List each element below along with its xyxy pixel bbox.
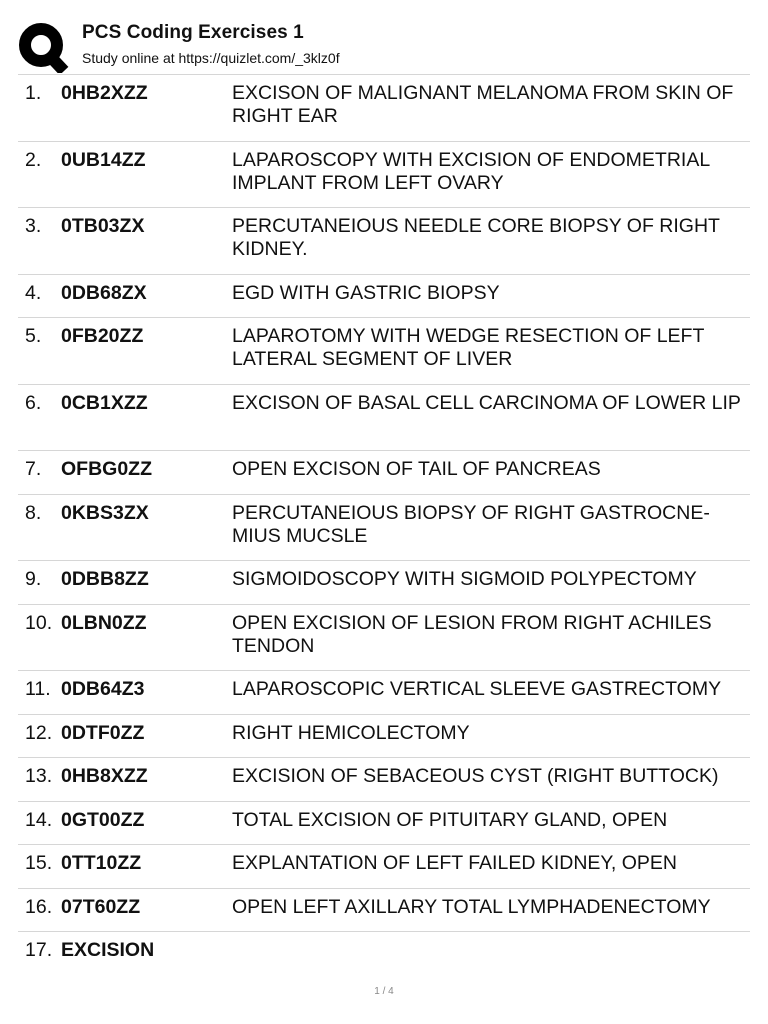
item-number: 17.	[25, 939, 53, 961]
procedure-code: 0DTF0ZZ	[61, 721, 145, 744]
procedure-description: EXCISON OF BASAL CELL CARCINOMA OF LOWER LIP	[232, 391, 741, 414]
list-item	[18, 671, 750, 715]
procedure-code: 0DB68ZX	[61, 281, 147, 304]
list-item	[18, 932, 750, 976]
procedure-description: OPEN EXCISON OF TAIL OF PANCREAS	[232, 458, 601, 480]
item-number: 1.	[25, 82, 42, 104]
procedure-code: 07T60ZZ	[61, 895, 141, 918]
list-item	[18, 385, 750, 452]
list-item	[18, 561, 750, 605]
list-item	[18, 451, 750, 495]
procedure-code: 0UB14ZZ	[61, 148, 146, 171]
item-number: 14.	[25, 808, 53, 831]
procedure-description: EGD WITH GASTRIC BIOPSY	[232, 281, 500, 304]
list-item	[18, 208, 750, 275]
page-header	[0, 0, 768, 74]
procedure-code: 0FB20ZZ	[61, 325, 144, 347]
item-number: 2.	[25, 148, 42, 171]
list-item	[18, 845, 750, 889]
procedure-code: 0HB8XZZ	[61, 765, 148, 787]
procedure-description: PERCUTANEIOUS NEEDLE CORE BIOPSY OF RIGHT KIDNEY.	[232, 215, 720, 260]
list-item	[18, 495, 750, 562]
procedure-description: EXCISION OF SEBACEOUS CYST (RIGHT BUTTOCK)	[232, 765, 719, 787]
item-number: 16.	[25, 895, 53, 918]
page-indicator: 1 / 4	[374, 986, 394, 997]
list-item	[18, 318, 750, 385]
list-item	[18, 889, 750, 933]
item-number: 11.	[25, 678, 51, 700]
procedure-description: LAPAROSCOPY WITH EXCISION OF ENDOMETRIAL IMPLANT FROM LEFT OVARY	[232, 148, 710, 194]
quizlet-q-logo-icon	[18, 21, 70, 73]
procedure-code: 0KBS3ZX	[61, 501, 149, 524]
procedure-code: 0DB64Z3	[61, 678, 145, 700]
procedure-code: 0HB2XZZ	[61, 82, 148, 104]
procedure-description: RIGHT HEMICOLECTOMY	[232, 721, 470, 744]
item-number: 4.	[25, 281, 42, 304]
item-number: 13.	[25, 765, 53, 787]
term-list	[18, 74, 750, 976]
procedure-code: 0TB03ZX	[61, 215, 145, 237]
item-number: 3.	[25, 215, 42, 237]
list-item	[18, 142, 750, 209]
item-number: 6.	[25, 391, 42, 414]
procedure-code: EXCISION	[61, 939, 155, 961]
procedure-description: LAPAROTOMY WITH WEDGE RESECTION OF LEFT LATERAL SEGMENT OF LIVER	[232, 325, 705, 370]
item-number: 8.	[25, 501, 42, 524]
procedure-description: PERCUTANEIOUS BIOPSY OF RIGHT GASTROCNE- MIUS MUCSLE	[232, 501, 710, 547]
item-number: 12.	[25, 721, 53, 744]
item-number: 7.	[25, 458, 42, 480]
item-number: 9.	[25, 568, 42, 590]
procedure-description: SIGMOIDOSCOPY WITH SIGMOID POLYPECTOMY	[232, 568, 697, 590]
list-item	[18, 715, 750, 759]
procedure-code: 0DBB8ZZ	[61, 568, 149, 590]
list-item	[18, 75, 750, 142]
procedure-description: EXPLANTATION OF LEFT FAILED KIDNEY, OPEN	[232, 852, 678, 874]
procedure-description: OPEN LEFT AXILLARY TOTAL LYMPHADENECTOMY	[232, 895, 711, 918]
procedure-code: 0CB1XZZ	[61, 391, 148, 414]
procedure-description: LAPAROSCOPIC VERTICAL SLEEVE GASTRECTOMY	[232, 678, 722, 700]
procedure-code: 0GT00ZZ	[61, 808, 145, 831]
procedure-code: 0LBN0ZZ	[61, 611, 147, 634]
list-item	[18, 275, 750, 319]
procedure-description: OPEN EXCISION OF LESION FROM RIGHT ACHILES TENDON	[232, 611, 712, 657]
list-item	[18, 802, 750, 846]
item-number: 10.	[25, 611, 53, 634]
item-number: 5.	[25, 325, 42, 347]
procedure-description: TOTAL EXCISION OF PITUITARY GLAND, OPEN	[232, 808, 668, 831]
list-item	[18, 605, 750, 672]
item-number: 15.	[25, 852, 53, 874]
list-item	[18, 758, 750, 802]
procedure-code: 0TT10ZZ	[61, 852, 142, 874]
page-title: PCS Coding Exercises 1	[82, 22, 304, 43]
procedure-code: OFBG0ZZ	[61, 458, 152, 480]
procedure-description: EXCISON OF MALIGNANT MELANOMA FROM SKIN OF RIGHT EAR	[232, 82, 734, 127]
study-online-link[interactable]: Study online at https://quizlet.com/_3klz0f	[82, 50, 340, 66]
